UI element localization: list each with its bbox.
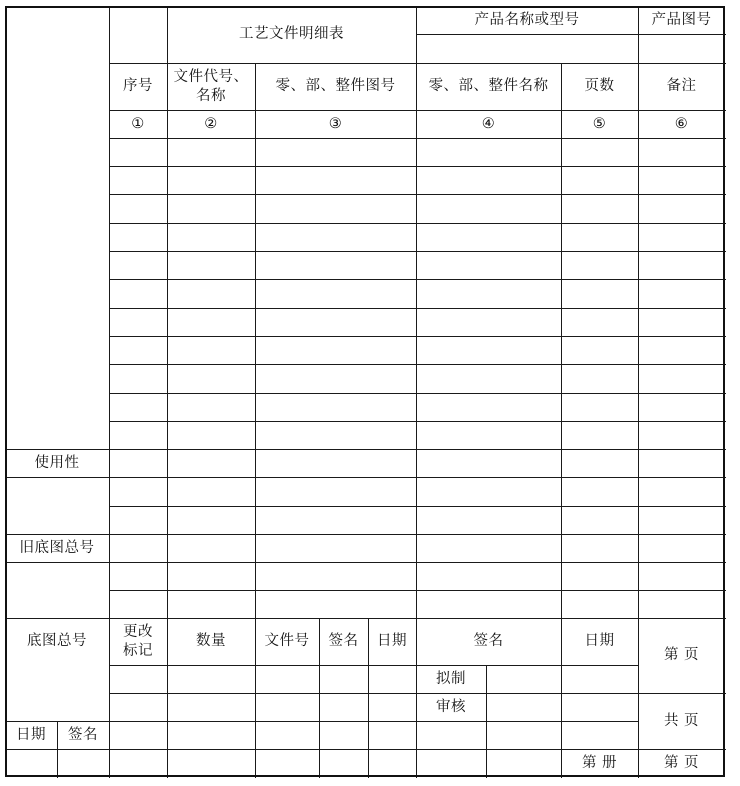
date-header-label: 日期 xyxy=(584,633,615,650)
column-marker-3: ③ xyxy=(328,115,343,132)
sign-header-label: 签名 xyxy=(473,633,504,650)
old-base-no-label: 旧底图总号 xyxy=(19,539,95,556)
sheet-no-label: 第 页 xyxy=(663,647,700,664)
column-marker-4: ④ xyxy=(481,115,496,132)
volume-no-label: 第 册 xyxy=(581,754,618,771)
total-sheets-label: 共 页 xyxy=(663,712,700,729)
column-header-page-count: 页数 xyxy=(584,78,615,95)
usage-label: 使用性 xyxy=(34,454,80,471)
quantity-label: 数量 xyxy=(196,633,226,650)
doc-no-label: 文件号 xyxy=(264,633,310,650)
product-name-label: 产品名称或型号 xyxy=(474,11,580,28)
form-title: 工艺文件明细表 xyxy=(239,26,344,43)
product-drawing-label: 产品图号 xyxy=(651,11,712,28)
change-mark-label: 更改 标记 xyxy=(123,624,153,659)
form-border xyxy=(5,6,725,777)
column-header-doc-code: 文件代号、 名称 xyxy=(173,69,249,104)
column-header-part-name: 零、部、整件名称 xyxy=(428,78,549,95)
bottom-signature-label: 签名 xyxy=(68,726,98,743)
column-header-remark: 备注 xyxy=(666,78,697,95)
page-no-label: 第 页 xyxy=(663,754,700,771)
column-marker-2: ② xyxy=(204,115,218,132)
drafted-label: 拟制 xyxy=(436,670,466,687)
signature-label: 签名 xyxy=(328,633,359,650)
column-header-part-drawing-no: 零、部、整件图号 xyxy=(275,78,396,95)
bottom-date-label: 日期 xyxy=(16,726,46,743)
column-marker-1: ① xyxy=(131,115,145,132)
date-label: 日期 xyxy=(377,633,407,650)
column-header-seq: 序号 xyxy=(123,78,153,95)
column-marker-5: ⑤ xyxy=(592,115,607,132)
base-no-label: 底图总号 xyxy=(27,633,87,650)
column-marker-6: ⑥ xyxy=(674,115,689,132)
reviewed-label: 审核 xyxy=(436,698,466,715)
